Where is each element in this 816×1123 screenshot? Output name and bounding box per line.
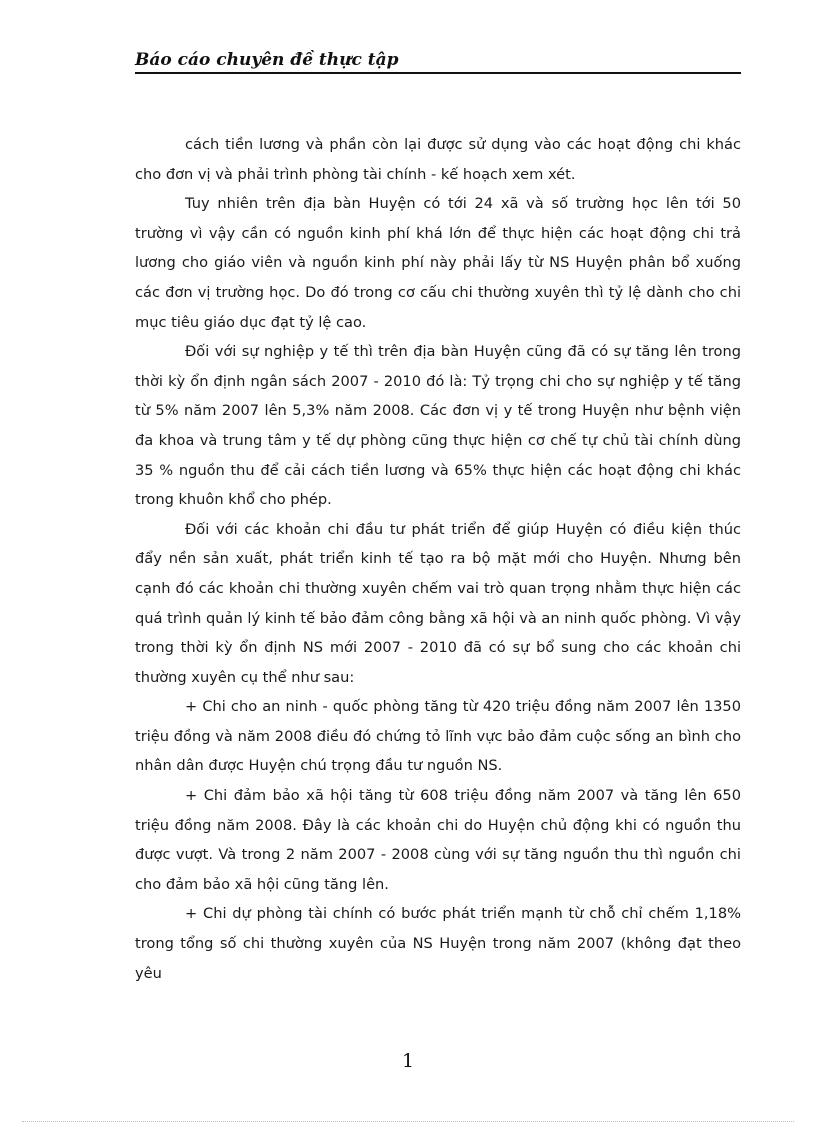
page-number: 1	[401, 1050, 415, 1072]
header-title: Báo cáo chuyên đề thực tập	[135, 50, 399, 70]
paragraph: + Chi dự phòng tài chính có bước phát triển mạnh từ chỗ chỉ chếm 1,18% trong tổng số chi thường xuyên của NS Huyện trong năm 2007 (không đạt theo yêu	[135, 905, 741, 982]
paragraph: Đối với các khoản chi đầu tư phát triển để giúp Huyện có điều kiện thúc đẩy nền sản xuất, phát triển kinh tế tạo ra bộ mặt mới cho Huyện. Nhưng bên cạnh đó các khoản chi thường xuyên chếm vai trò quan trọng nhằm thực hiện các quá trình quản lý kinh tế bảo đảm công bằng xã hội và an ninh quốc phòng. Vì vậy trong thời kỳ ổn định NS mới 2007 - 2010 đã có sự bổ sung cho các khoản chi thường xuyên cụ thể như sau:	[135, 520, 741, 686]
footer-divider	[22, 1121, 794, 1122]
paragraph: Đối với sự nghiệp y tế thì trên địa bàn Huyện cũng đã có sự tăng lên trong thời kỳ ổn định ngân sách 2007 - 2010 đó là: Tỷ trọng chi cho sự nghiệp y tế tăng từ 5% năm 2007 lên 5,3% năm 2008. Các đơn vị y tế trong Huyện như bệnh viện đa khoa và trung tâm y tế dự phòng cũng thực hiện cơ chế tự chủ tài chính dùng 35 % nguồn thu để cải cách tiền lương và 65% thực hiện các hoạt động chi khác trong khuôn khổ cho phép.	[135, 343, 741, 509]
page-header	[135, 46, 741, 74]
body-text	[135, 130, 741, 988]
paragraph: + Chi đảm bảo xã hội tăng từ 608 triệu đồng năm 2007 và tăng lên 650 triệu đồng năm 2008. Đây là các khoản chi do Huyện chủ động khi có nguồn thu được vượt. Và trong 2 năm 2007 - 2008 cùng với sự tăng nguồn thu thì nguồn chi cho đảm bảo xã hội cũng tăng lên.	[135, 787, 741, 893]
paragraph: + Chi cho an ninh - quốc phòng tăng từ 420 triệu đồng năm 2007 lên 1350 triệu đồng và năm 2008 điều đó chứng tỏ lĩnh vực bảo đảm cuộc sống an bình cho nhân dân được Huyện chú trọng đầu tư nguồn NS.	[135, 698, 741, 775]
paragraph: Tuy nhiên trên địa bàn Huyện có tới 24 xã và số trường học lên tới 50 trường vì vậy cần có nguồn kinh phí khá lớn để thực hiện các hoạt động chi trả lương cho giáo viên và nguồn kinh phí này phải lấy từ NS Huyện phân bổ xuống các đơn vị trường học. Do đó trong cơ cấu chi thường xuyên thì tỷ lệ dành cho chi mục tiêu giáo dục đạt tỷ lệ cao.	[135, 195, 741, 331]
paragraph: cách tiền lương và phần còn lại được sử dụng vào các hoạt động chi khác cho đơn vị và phải trình phòng tài chính - kế hoạch xem xét.	[135, 136, 741, 183]
